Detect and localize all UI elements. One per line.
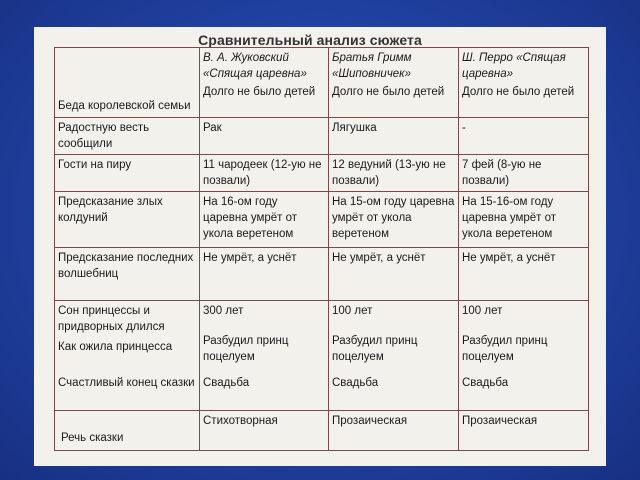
row-label-gosti: Гости на пиру (55, 155, 200, 192)
table-cell: 12 ведуний (13-ую не позвали) (329, 155, 459, 192)
row-label-beda (55, 48, 200, 118)
slide-title: Сравнительный анализ сюжета (198, 32, 422, 48)
table-row (55, 155, 589, 192)
cell-text: 300 лет (203, 305, 244, 317)
column-header-zhukovsky (203, 50, 325, 82)
cell-text: Разбудил принц поцелуем (332, 335, 418, 363)
slide (34, 27, 606, 466)
row-label-rech (55, 411, 200, 451)
row-label-zlye: Предсказание злых колдуний (55, 192, 200, 248)
column-header-line: Ш. Перро «Спящая (462, 52, 566, 64)
row-label-text: Речь сказки (61, 432, 124, 444)
table-row (55, 192, 589, 248)
column-header-line: царевна» (462, 68, 514, 80)
cell-text: Свадьба (203, 377, 250, 389)
table-cell: На 16-ом году царевна умрёт от укола веретеном (200, 192, 329, 248)
row-label-ozhila: Как ожила принцесса (58, 341, 173, 353)
column-header-grimm (332, 50, 455, 82)
table-cell: Лягушка (329, 118, 459, 155)
column-header-line: «Шиповничек» (332, 68, 412, 80)
column-header-line: В. А. Жуковский (203, 52, 289, 64)
cell-text: Разбудил принц поцелуем (203, 335, 289, 363)
cell-text: Разбудил принц поцелуем (462, 335, 548, 363)
table-cell (329, 301, 459, 411)
row-label-vest: Радостную весть сообщили (55, 118, 200, 155)
row-label-text: Беда королевской семьи (58, 100, 191, 112)
cell-text: Долго не было детей (203, 86, 316, 98)
table-row (55, 248, 589, 301)
cell-beda-grimm (329, 48, 459, 118)
table-cell: На 15-16-ом году царевна умрёт от укола веретеном (459, 192, 589, 248)
table-cell: 11 чародеек (12-ую не позвали) (200, 155, 329, 192)
cell-beda-zhukovsky (200, 48, 329, 118)
table-cell: Не умрёт, а уснёт (329, 248, 459, 301)
column-header-perrault (462, 50, 585, 82)
comparison-table (54, 47, 589, 451)
cell-text: Свадьба (332, 377, 379, 389)
cell-text: 100 лет (332, 305, 373, 317)
cell-text: Долго не было детей (332, 86, 445, 98)
table-row (55, 118, 589, 155)
row-label-combo (55, 301, 200, 411)
row-label-konets: Счастливый конец сказки (58, 377, 195, 389)
table-row (55, 411, 589, 451)
table-cell (459, 301, 589, 411)
column-header-line: «Спящая царевна» (203, 68, 307, 80)
table-cell: Не умрёт, а уснёт (459, 248, 589, 301)
table-cell (200, 301, 329, 411)
cell-text: Свадьба (462, 377, 509, 389)
table-cell: Рак (200, 118, 329, 155)
table-cell: Прозаическая (329, 411, 459, 451)
cell-text: 100 лет (462, 305, 503, 317)
table-cell: Стихотворная (200, 411, 329, 451)
row-label-posled: Предсказание последних волшебниц (55, 248, 200, 301)
table-cell: Не умрёт, а уснёт (200, 248, 329, 301)
cell-beda-perrault (459, 48, 589, 118)
row-label-son: Сон принцессы и придворных длился (58, 305, 165, 333)
cell-text: Долго не было детей (462, 86, 575, 98)
table-cell: 7 фей (8-ую не позвали) (459, 155, 589, 192)
table-row (55, 301, 589, 411)
table-cell: Прозаическая (459, 411, 589, 451)
table-cell: - (459, 118, 589, 155)
table-cell: На 15-ом году царевна умрёт от укола веретеном (329, 192, 459, 248)
column-header-line: Братья Гримм (332, 52, 412, 64)
table-row (55, 48, 589, 118)
